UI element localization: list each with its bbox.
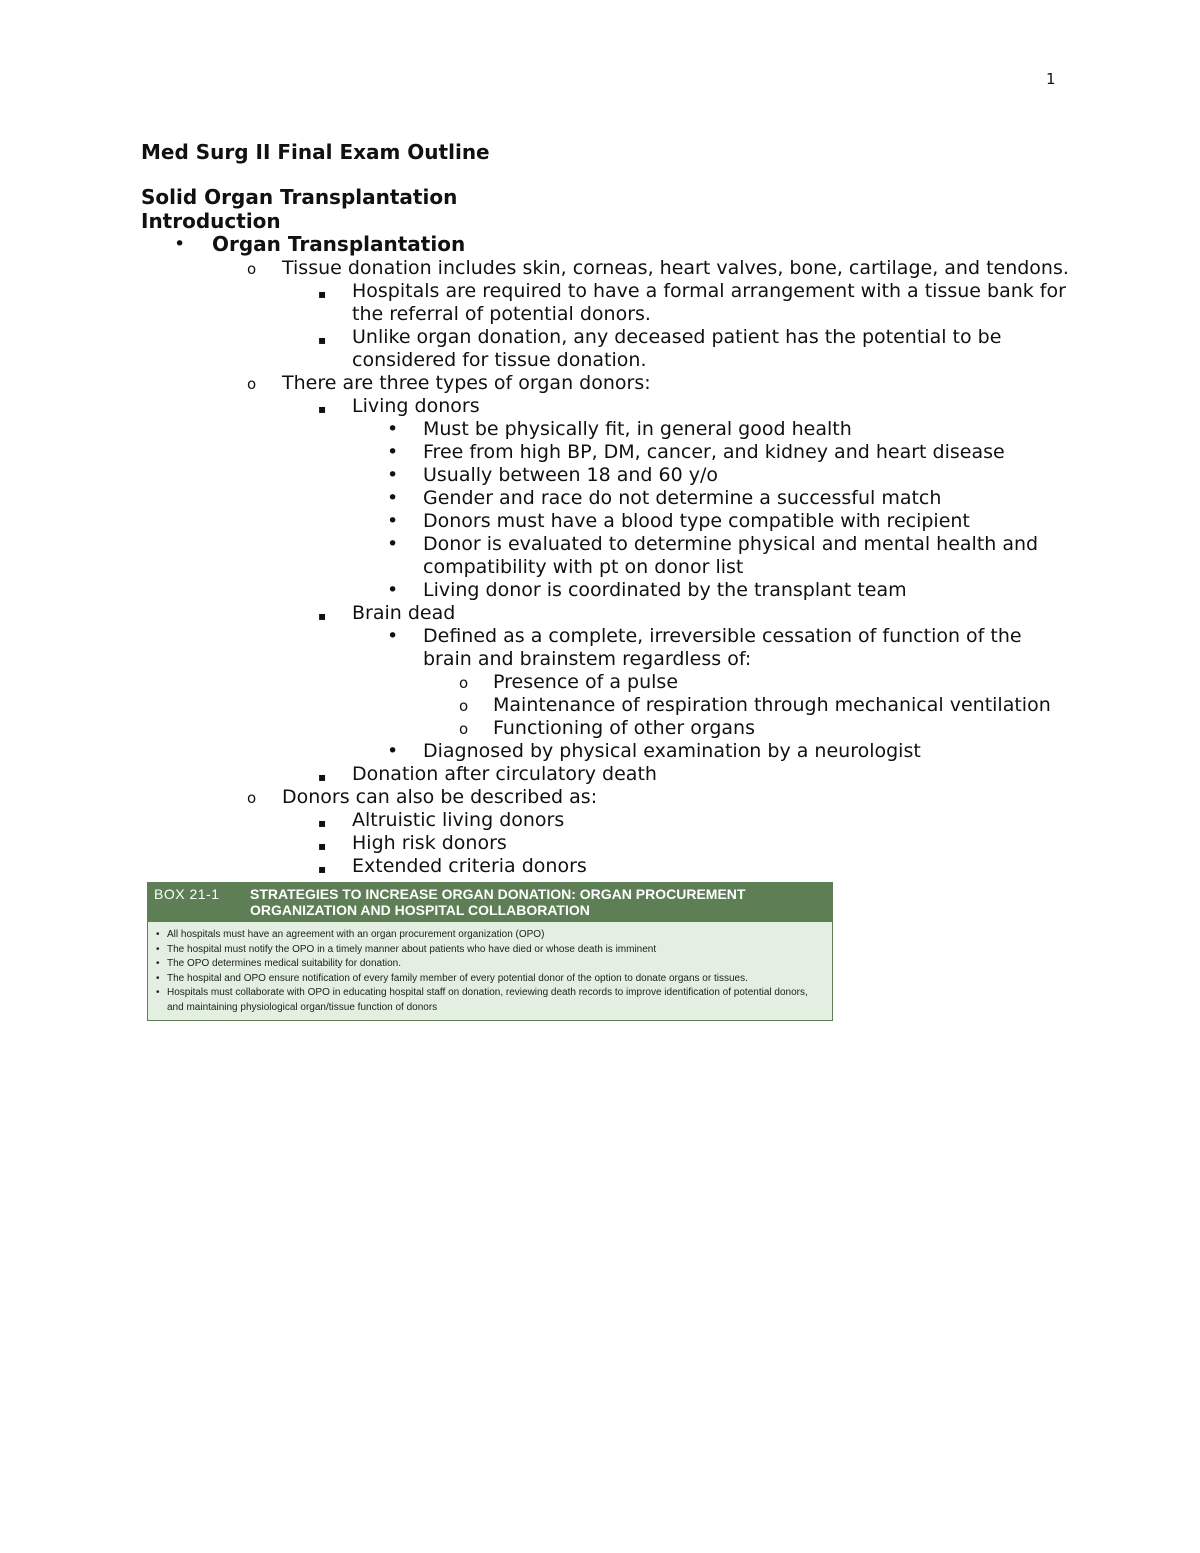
bullet-icon: • <box>156 943 160 955</box>
box-list-item: • All hospitals must have an agreement with an organ procurement organization (OPO) <box>156 928 824 943</box>
bullet-icon: • <box>387 464 399 486</box>
bullet-icon: • <box>387 579 399 601</box>
box-list-item: • Hospitals must collaborate with OPO in educating hospital staff on donation, reviewing death records to improve identification of potential donors, and maintaining physiological organ/tissue function of donors <box>156 987 808 1013</box>
list-item: • Donor is evaluated to determine physical and mental health and compatibility with pt on donor list <box>387 533 1039 578</box>
circle-bullet-icon: o <box>247 375 257 393</box>
square-bullet-icon: ▪ <box>318 839 327 853</box>
bullet-icon: • <box>156 972 160 984</box>
bullet-icon: • <box>174 233 186 255</box>
outline-item-circulatory-death: ▪ Donation after circulatory death <box>141 763 1071 786</box>
circle-bullet-icon: o <box>459 720 469 738</box>
bullet-icon: • <box>156 929 160 940</box>
box-list-item: • The hospital must notify the OPO in a timely manner about patients who have died or whose death is imminent <box>156 943 824 958</box>
section-title: Solid Organ Transplantation <box>141 185 458 209</box>
bullet-icon: • <box>387 533 399 555</box>
list-item: • Donors must have a blood type compatible with recipient <box>387 510 970 532</box>
bullet-icon: • <box>387 441 399 463</box>
square-bullet-icon: ▪ <box>318 816 327 830</box>
bullet-icon: • <box>387 487 399 509</box>
document-title: Med Surg II Final Exam Outline <box>141 140 490 164</box>
outline-item-donor-descriptions: o Donors can also be described as: <box>247 786 598 808</box>
list-item: o Maintenance of respiration through mechanical ventilation <box>459 694 1051 716</box>
box-title: STRATEGIES TO INCREASE ORGAN DONATION: ORGAN PROCUREMENT ORGANIZATION AND HOSPITAL COLLABORATION <box>250 886 746 918</box>
list-item: ▪ High risk donors <box>141 832 1071 855</box>
outline-item-tissue-bank: ▪ Hospitals are required to have a formal arrangement with a tissue bank for the referral of potential donors. <box>318 280 1066 325</box>
bullet-icon: • <box>156 958 160 969</box>
list-item: o Presence of a pulse <box>459 671 679 693</box>
box-header <box>148 883 832 922</box>
square-bullet-icon: ▪ <box>318 770 327 784</box>
square-bullet-icon: ▪ <box>318 287 327 301</box>
square-bullet-icon: ▪ <box>318 333 327 347</box>
list-item: • Living donor is coordinated by the transplant team <box>387 579 907 601</box>
square-bullet-icon: ▪ <box>318 862 327 876</box>
document-body <box>141 140 1071 1021</box>
bullet-icon: • <box>387 740 399 762</box>
outline-item-organ-transplantation <box>141 233 1071 257</box>
circle-bullet-icon: o <box>459 674 469 692</box>
box-list-item: • The hospital and OPO ensure notification of every family member of every potential donor of the option to donate organs or tissues. <box>156 972 824 987</box>
bullet-icon: • <box>387 510 399 532</box>
list-item: • Usually between 18 and 60 y/o <box>387 464 719 486</box>
box-list <box>148 922 832 1020</box>
page-number: 1 <box>1046 70 1056 88</box>
list-item: o Functioning of other organs <box>459 717 755 739</box>
square-bullet-icon: ▪ <box>318 402 327 416</box>
subsection-title: Introduction <box>141 209 281 233</box>
outline-item-tissue-donation: o Tissue donation includes skin, corneas, heart valves, bone, cartilage, and tendons. <box>247 257 1069 279</box>
circle-bullet-icon: o <box>247 789 257 807</box>
box-list-item: • The OPO determines medical suitability for donation. <box>156 957 824 972</box>
list-item: • Must be physically fit, in general good health <box>387 418 852 440</box>
outline-item-donor-types: o There are three types of organ donors: <box>247 372 651 394</box>
bullet-icon: • <box>387 625 399 647</box>
list-item: • Diagnosed by physical examination by a neurologist <box>387 740 921 762</box>
bullet-icon: • <box>156 987 160 998</box>
box-label: BOX 21-1 <box>154 886 220 902</box>
circle-bullet-icon: o <box>247 260 257 278</box>
square-bullet-icon: ▪ <box>318 609 327 623</box>
bullet-icon: • <box>387 418 399 440</box>
list-item: • Gender and race do not determine a successful match <box>387 487 942 509</box>
list-item: ▪ Altruistic living donors <box>141 809 1071 832</box>
circle-bullet-icon: o <box>459 697 469 715</box>
list-item: • Free from high BP, DM, cancer, and kidney and heart disease <box>387 441 1005 463</box>
textbook-box-figure <box>147 882 833 1021</box>
list-item: • Defined as a complete, irreversible cessation of function of the brain and brainstem regardless of: <box>387 625 1022 670</box>
outline-item-living-donors: ▪ Living donors <box>141 395 1071 418</box>
list-item: ▪ Extended criteria donors <box>141 855 1071 878</box>
outline-item-deceased-patient: ▪ Unlike organ donation, any deceased patient has the potential to be considered for tissue donation. <box>318 326 1002 371</box>
outline-list <box>141 233 1071 878</box>
outline-item-brain-dead: ▪ Brain dead <box>141 602 1071 625</box>
outline-heading: Organ Transplantation <box>212 232 466 256</box>
